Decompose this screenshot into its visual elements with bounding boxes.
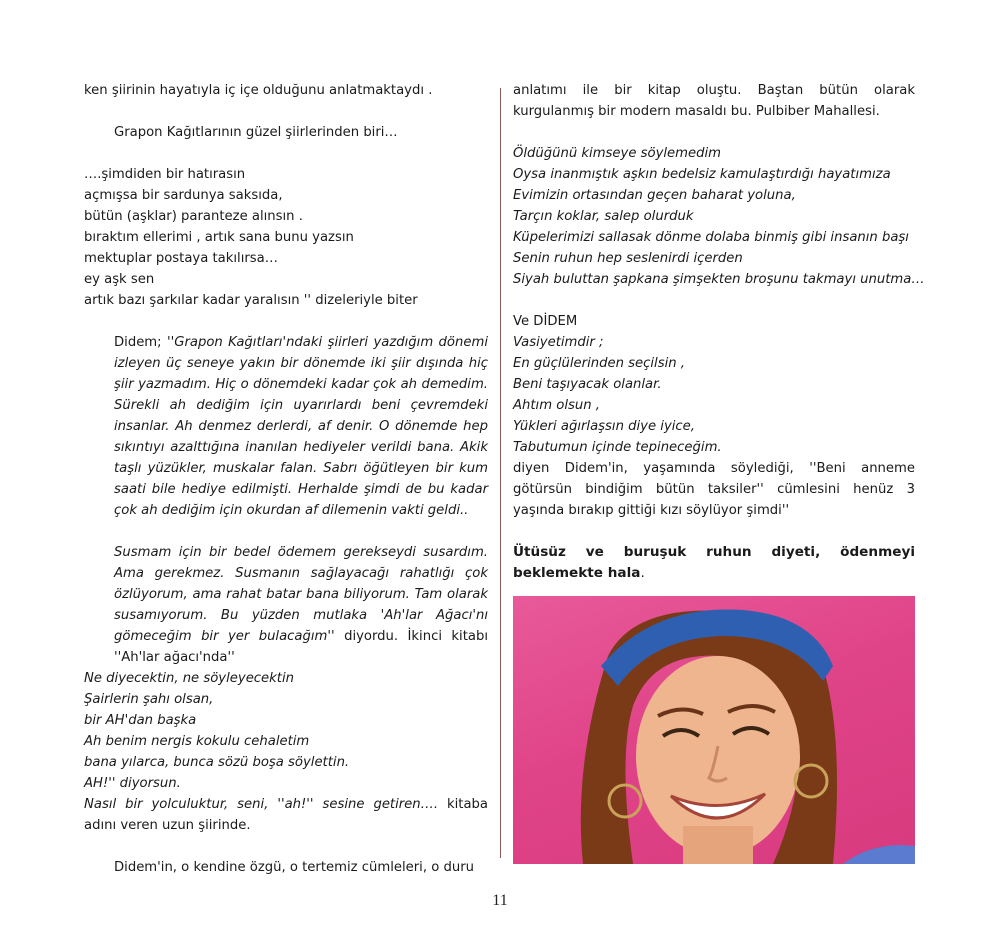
poem-excerpt bbox=[513, 143, 925, 290]
poem-line: Tarçın koklar, salep olurduk bbox=[513, 209, 694, 224]
poem-line: Vasiyetimdir ; bbox=[513, 335, 604, 350]
poem-line: AH!'' diyorsun. bbox=[84, 776, 181, 791]
portrait-illustration bbox=[513, 596, 915, 864]
quote-text: Nasıl bir yolculuktur, seni, ''ah!'' sesine getiren…. bbox=[84, 797, 439, 812]
poem-line: bütün (aşklar) paranteze alınsın . bbox=[84, 209, 303, 224]
page-number: 11 bbox=[492, 892, 508, 909]
poem-line: Ne diyecektin, ne söyleyecektin bbox=[84, 671, 294, 686]
right-column bbox=[513, 80, 925, 584]
poem-excerpt bbox=[84, 164, 488, 311]
poem-line: bir AH'dan başka bbox=[84, 713, 197, 728]
paragraph bbox=[84, 794, 488, 836]
poem-line: bana yılarca, bunca sözü boşa söylettin. bbox=[84, 755, 350, 770]
paragraph: anlatımı ile bir kitap oluştu. Baştan bütün olarak kurgulanmış bir modern masaldı bu. Pulbiber Mahallesi. bbox=[513, 83, 915, 119]
poem-line: Küpelerimizi sallasak dönme dolaba binmiş gibi insanın başı bbox=[513, 230, 909, 245]
poem-line: Ah benim nergis kokulu cehaletim bbox=[84, 734, 310, 749]
poem-line: Tabutumun içinde tepineceğim. bbox=[513, 440, 722, 455]
quote-text: Susmam için bir bedel ödemem gerekseydi susardım. Ama gerekmez. Susmanın sağlayacağı rahatlığı çok özlüyorum, ama rahat batar bana biliyorum. Tam olarak susamıyorum. Bu yüzden mutlaka 'Ah'lar Ağacı'nı gömeceğim bir yer bulacağım'' bbox=[114, 545, 488, 644]
column-divider bbox=[500, 88, 501, 858]
poem-line: bıraktım ellerimi , artık sana bunu yazsın bbox=[84, 230, 354, 245]
poem-line: Öldüğünü kimseye söylemedim bbox=[513, 146, 722, 161]
quote-paragraph bbox=[84, 542, 488, 668]
quote-paragraph bbox=[84, 332, 488, 521]
neck bbox=[683, 826, 753, 864]
poem-line: artık bazı şarkılar kadar yaralısın '' dizeleriyle biter bbox=[84, 293, 418, 308]
poem-line: Şairlerin şahı olsan, bbox=[84, 692, 214, 707]
quote-lead: Didem; bbox=[114, 335, 167, 350]
poem-line: Siyah buluttan şapkana şimşekten broşunu takmayı unutma… bbox=[513, 272, 925, 287]
paragraph: ken şiirinin hayatıyla iç içe olduğunu anlatmaktaydı . bbox=[84, 83, 433, 98]
paragraph: Grapon Kağıtlarının güzel şiirlerinden biri… bbox=[114, 125, 398, 140]
left-column bbox=[84, 80, 488, 878]
poem-line: ….şimdiden bir hatırasın bbox=[84, 167, 246, 182]
poem-line: ey aşk sen bbox=[84, 272, 155, 287]
poem-line: Yükleri ağırlaşsın diye iyice, bbox=[513, 419, 695, 434]
quote-tail: diyordu. İkinci kitabı ''Ah'lar ağacı'nda'' bbox=[114, 629, 488, 665]
quote-text: ''Grapon Kağıtları'ndaki şiirleri yazdığım dönemi izleyen üç seneye yakın bir dönemde iki şiir dışında hiç şiir yazmadım. Hiç o dönemdeki kadar çok ah demedim. Sürekli ah dediğim için uyarırlardı beni çevremdeki insanlar. Ah denmez derlerdi, af denir. O dönemde hep sıkıntıyı azalttığına inanılan hediyeler verildi bana. Akik taşlı yüzükler, muskalar falan. Sabrı öğütleyen bir kum saati bile hediye edilmişti. Herhalde şimdi de bu kadar çok ah dediğim için okurdan af dilemenin vakti geldi.. bbox=[114, 335, 488, 518]
poem-line: Ahtım olsun , bbox=[513, 398, 600, 413]
bold-statement bbox=[513, 542, 915, 584]
shoulder bbox=[843, 845, 915, 864]
paragraph: Didem'in, o kendine özgü, o tertemiz cümleleri, o duru bbox=[114, 860, 475, 875]
poem-line: Senin ruhun hep seslenirdi içerden bbox=[513, 251, 743, 266]
paragraph-tail: kitaba adını veren uzun şiirinde. bbox=[84, 797, 489, 833]
poem-line: Beni taşıyacak olanlar. bbox=[513, 377, 662, 392]
poem-line: Evimizin ortasından geçen baharat yoluna, bbox=[513, 188, 796, 203]
poem-line: açmışsa bir sardunya saksıda, bbox=[84, 188, 283, 203]
bold-text: Ütüsüz ve buruşuk ruhun diyeti, ödenmeyi beklemekte hala bbox=[513, 544, 915, 581]
poem-excerpt bbox=[84, 668, 488, 794]
poem-line: mektuplar postaya takılırsa… bbox=[84, 251, 278, 266]
poem-line: En güçlülerinden seçilsin , bbox=[513, 356, 685, 371]
poem-excerpt bbox=[513, 332, 915, 458]
bold-end: . bbox=[640, 565, 645, 581]
paragraph: diyen Didem'in, yaşamında söylediği, ''Beni anneme götürsün bindiğim bütün taksiler'' cümlesini henüz 3 yaşında bırakıp gittiği kızı söylüyor şimdi'' bbox=[513, 461, 915, 518]
portrait-photo bbox=[513, 596, 915, 864]
section-heading: Ve DİDEM bbox=[513, 314, 578, 329]
poem-line: Oysa inanmıştık aşkın bedelsiz kamulaştırdığı hayatımıza bbox=[513, 167, 891, 182]
